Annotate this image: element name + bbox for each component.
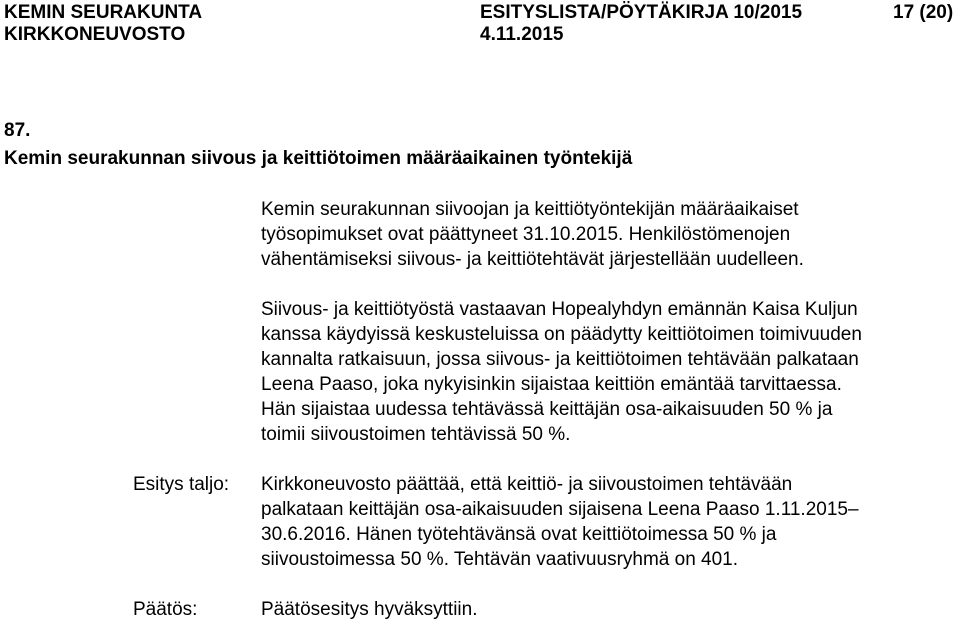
proposal-line: Kirkkoneuvosto päättää, että keittiö- ja siivoustoimen tehtävään <box>261 474 793 495</box>
proposal-text <box>261 472 951 572</box>
section-title: Kemin seurakunnan siivous ja keittiötoimen määräaikainen työntekijä <box>4 148 633 169</box>
paragraph-line: Leena Paaso, joka nykyisinkin sijaistaa keittiön emäntää tarvittaessa. <box>261 374 842 395</box>
paragraph-details <box>261 297 951 447</box>
paragraph-background <box>261 197 951 272</box>
paragraph-line: työsopimukset ovat päättyneet 31.10.2015. Henkilöstömenojen <box>261 224 791 245</box>
org-name: KEMIN SEURAKUNTA <box>4 2 203 23</box>
page-number: 17 (20) <box>893 2 954 23</box>
paragraph-line: kanssa käydyissä keskusteluissa on päädytty keittiötoimen toimivuuden <box>261 324 862 345</box>
proposal-line: siivoustoimessa 50 %. Tehtävän vaativuusryhmä on 401. <box>261 549 739 570</box>
paragraph-line: toimii siivoustoimen tehtävissä 50 %. <box>261 424 571 445</box>
paragraph-line: Hän sijaistaa uudessa tehtävässä keittäjän osa-aikaisuuden 50 % ja <box>261 399 833 420</box>
proposal-label: Esitys taljo: <box>133 474 230 495</box>
section-number: 87. <box>4 120 31 141</box>
decision-label: Päätös: <box>133 599 198 620</box>
paragraph-line: vähentämiseksi siivous- ja keittiötehtävät järjestellään uudelleen. <box>261 249 804 270</box>
decision-text: Päätösesitys hyväksyttiin. <box>261 599 478 620</box>
proposal-line: palkataan keittäjän osa-aikaisuuden sijaisena Leena Paaso 1.11.2015– <box>261 499 859 520</box>
paragraph-line: kannalta ratkaisuun, jossa siivous- ja keittiötoimen tehtävään palkataan <box>261 349 859 370</box>
paragraph-line: Kemin seurakunnan siivoojan ja keittiötyöntekijän määräaikaiset <box>261 199 799 220</box>
proposal-line: 30.6.2016. Hänen työtehtävänsä ovat keittiötoimessa 50 % ja <box>261 524 777 545</box>
doc-type: ESITYSLISTA/PÖYTÄKIRJA 10/2015 <box>480 2 803 23</box>
body-name: KIRKKONEUVOSTO <box>4 24 186 45</box>
paragraph-line: Siivous- ja keittiötyöstä vastaavan Hopealyhdyn emännän Kaisa Kuljun <box>261 299 858 320</box>
meeting-date: 4.11.2015 <box>480 24 564 45</box>
